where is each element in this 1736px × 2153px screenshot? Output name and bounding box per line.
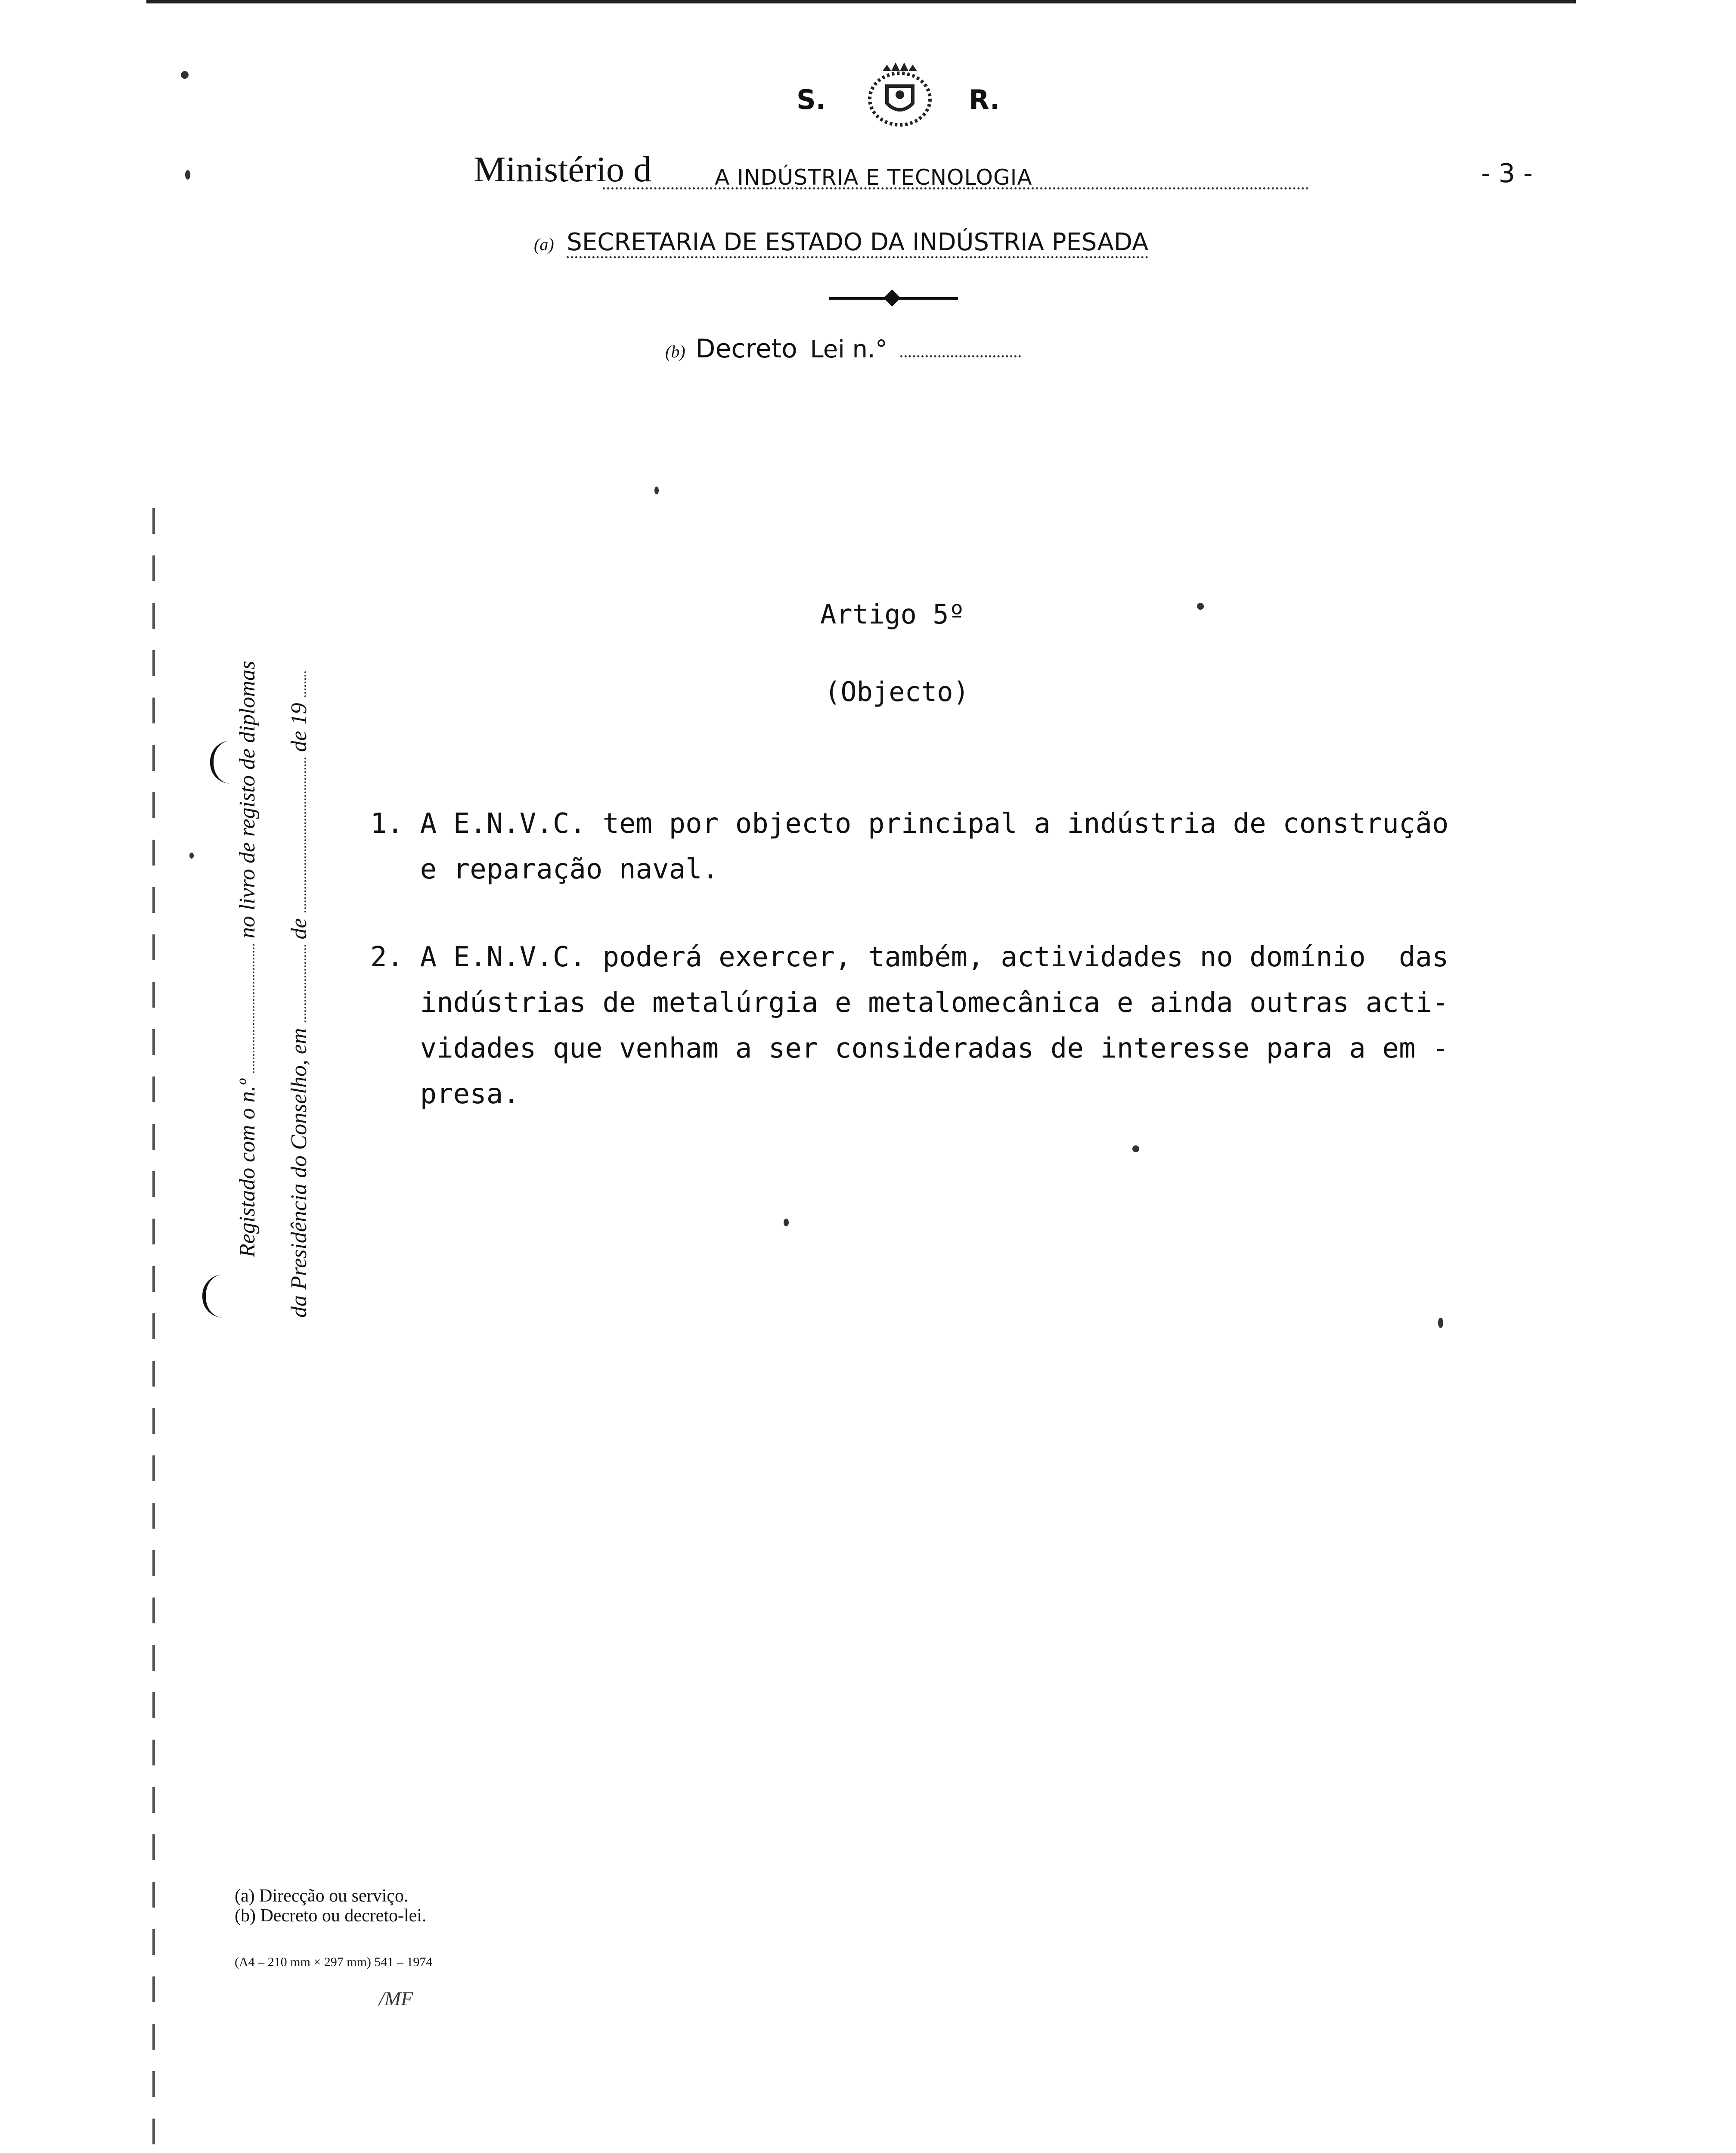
margin-bracket-top [210,741,231,784]
registry-line-1 [235,661,260,1257]
coat-of-arms-icon [852,60,947,129]
registry-day-blank [304,945,306,1022]
footnotes [235,1886,426,1926]
decreto-line [665,334,1021,364]
ornament-diamond [884,289,901,307]
top-border-line [146,0,1576,3]
scan-speck [181,71,189,79]
ministry-title: Ministério d [474,149,651,189]
decreto-label: Decreto [695,334,797,364]
form-code: (A4 – 210 mm × 297 mm) 541 – 1974 [235,1955,433,1969]
scan-speck [654,487,659,494]
registry-year-blank [304,671,306,697]
letter-s: S. [797,84,826,115]
secretaria-name: SECRETARIA DE ESTADO DA INDÚSTRIA PESADA [567,228,1148,258]
letter-r: R. [969,84,1000,115]
left-margin-line [152,508,155,2153]
registry-year-label: de 19 [287,703,311,752]
registry-number-blank [253,944,254,1073]
decreto-number-blank [900,355,1021,357]
marker-a: (a) [534,235,554,254]
ministry-dotted-line [603,187,1309,189]
secretaria-line [534,228,1148,256]
article-paragraph-2: 2. A E.N.V.C. poderá exercer, também, actividades no domínio das indústrias de metalúrgia e metalomecânica e ainda outras acti- vidades que venham a ser consideradas de interesse para a em - presa. [370,941,1449,1110]
registry-label: Registado com o n.º [235,1079,260,1257]
decreto-type: Lei n.° [810,335,887,363]
letterhead-emblem-row [797,60,1020,129]
registry-de-label: de [287,918,311,940]
ministry-name: A INDÚSTRIA E TECNOLOGIA [715,165,1032,190]
article-paragraph-1: 1. A E.N.V.C. tem por objecto principal a indústria de construção e reparação naval. [370,808,1449,885]
registry-presidency-label: da Presidência do Conselho, em [287,1028,311,1318]
registry-month-blank [304,757,306,912]
margin-bracket-bottom [202,1275,223,1318]
scan-speck [185,170,190,180]
registry-line-2 [286,671,312,1318]
marker-b: (b) [665,342,685,361]
typist-initials: /MF [379,1988,413,2010]
footnote-a: (a) Direcção ou serviço. [235,1886,409,1906]
scan-speck [189,853,194,859]
footnote-b: (b) Decreto ou decreto-lei. [235,1906,427,1926]
scan-speck [784,1219,789,1226]
article-subheading: (Objecto) [825,676,969,707]
article-heading: Artigo 5º [820,599,965,630]
scan-speck [1132,1145,1139,1152]
scan-speck [1197,603,1204,610]
registry-book-label: no livro de registo de diplomas [235,661,260,939]
page-number: - 3 - [1481,158,1533,189]
scan-speck [1438,1318,1443,1328]
